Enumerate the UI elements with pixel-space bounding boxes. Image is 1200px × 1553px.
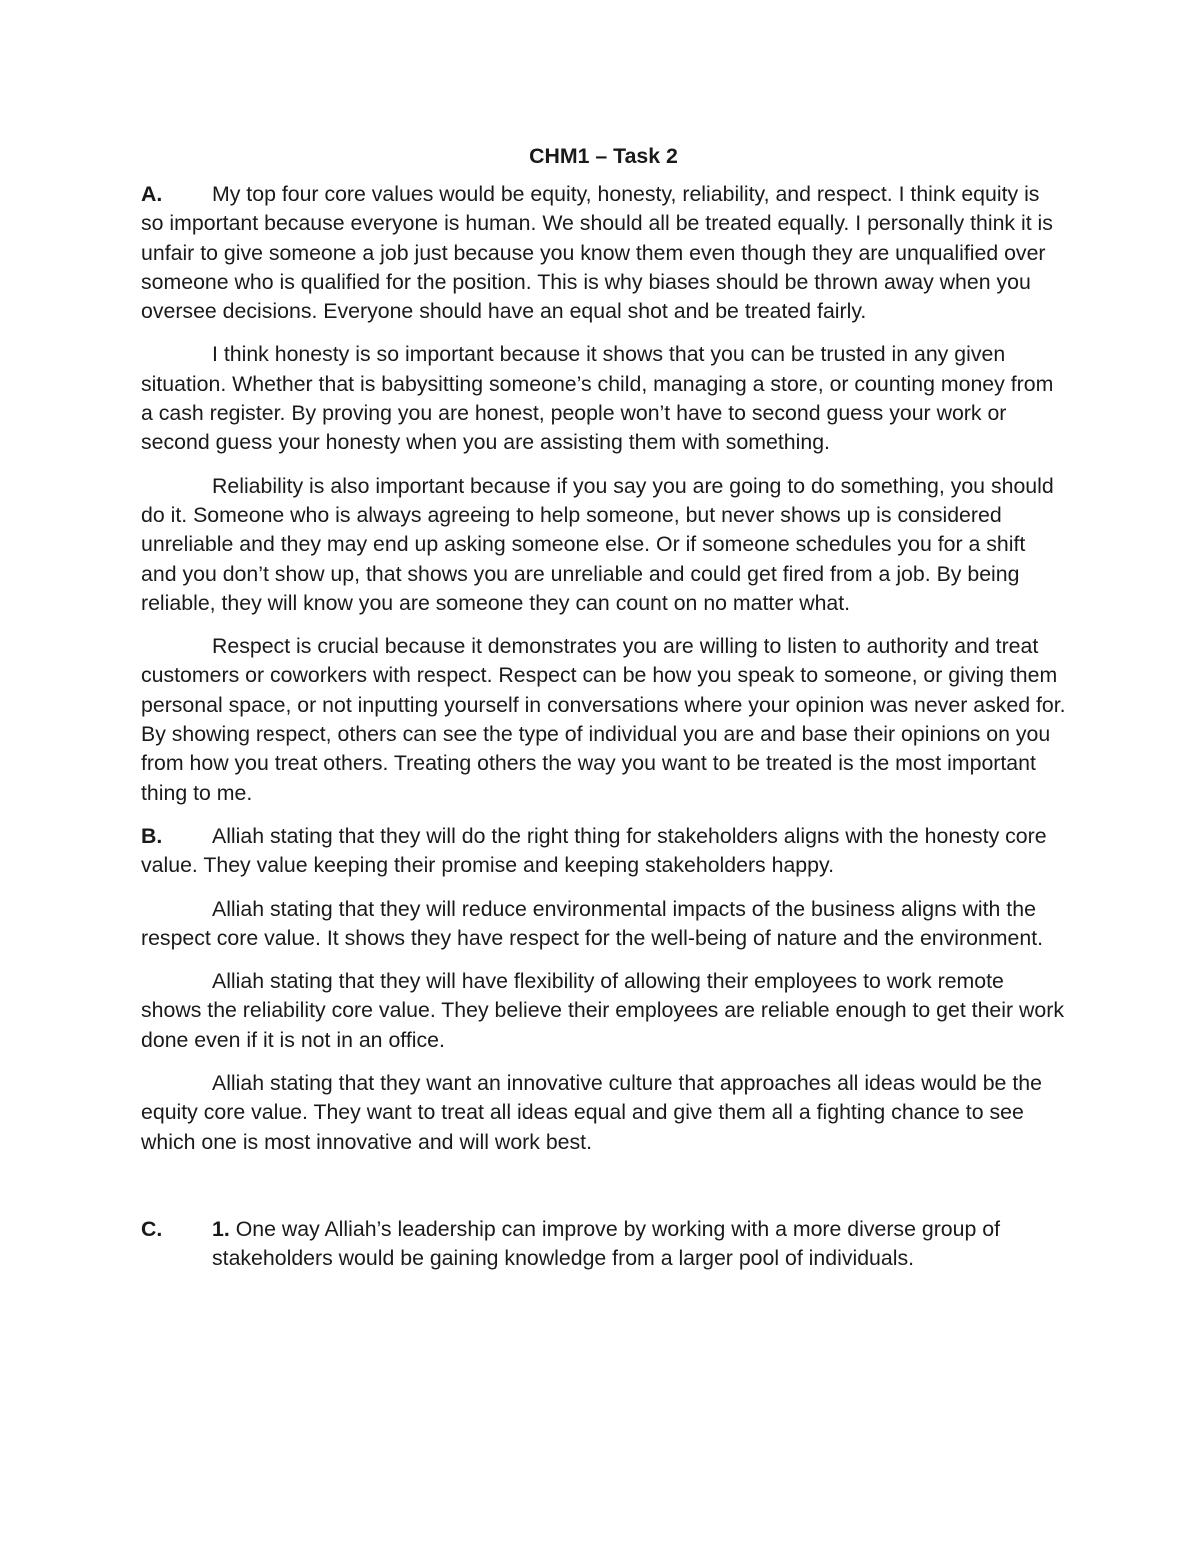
- section-b-paragraph-4: Alliah stating that they want an innovative culture that approaches all ideas would be the equity core value. They want to treat all ideas equal and give them all a fighting chance to see which one is most innovative and will work best.: [141, 1071, 1042, 1154]
- section-c-marker: C.: [141, 1216, 163, 1241]
- document-title: CHM1 – Task 2: [529, 144, 678, 168]
- section-b-paragraph-2: Alliah stating that they will reduce environmental impacts of the business aligns with the respect core value. It shows they have respect for the well-being of nature and the environment.: [141, 896, 1044, 950]
- section-spacer: [141, 1171, 1066, 1215]
- item-text: One way Alliah’s leadership can improve by working with a more diverse group of stakeholders would be gaining knowledge from a larger pool of individuals.: [212, 1216, 1000, 1271]
- paragraph-text: My top four core values would be equity, honesty, reliability, and respect. I think equity is so important because everyone is human. We should all be treated equally. I personally think it is unfair to give someone a job just because you know them even though they are unqualified over someone who is qualified for the position. This is why biases should be thrown away when you oversee decisions. Everyone should have an equal shot and be treated fairly.: [141, 182, 1053, 324]
- section-a-paragraph-3: Reliability is also important because if you say you are going to do something, you should do it. Someone who is always agreeing to help someone, but never shows up is considered unreliable and they may end up asking someone else. Or if someone schedules you for a shift and you don’t show up, that shows you are unreliable and could get fired from a job. By being reliable, they will know you are someone they can count on no matter what.: [141, 473, 1054, 615]
- section-c-item-1: [141, 1215, 1066, 1274]
- paragraph-text: Alliah stating that they will do the right thing for stakeholders aligns with the honesty core value. They value keeping their promise and keeping stakeholders happy.: [141, 823, 1047, 878]
- item-number: 1.: [212, 1216, 230, 1241]
- section-c-item-body: [212, 1215, 1066, 1274]
- section-a-paragraph-2: I think honesty is so important because it shows that you can be trusted in any given situation. Whether that is babysitting someone’s child, managing a store, or counting money from a cash register. By proving you are honest, people won’t have to second guess your work or second guess your honesty when you are assisting them with something.: [141, 342, 1054, 455]
- section-b-paragraph-3: Alliah stating that they will have flexibility of allowing their employees to work remote shows the reliability core value. They believe their employees are reliable enough to get their work done even if it is not in an office.: [141, 969, 1064, 1052]
- section-a-marker: A.: [141, 182, 163, 206]
- document-body: [141, 139, 1066, 1288]
- section-b-paragraph-1: [141, 822, 1066, 881]
- section-b-marker: B.: [141, 823, 163, 848]
- section-a-paragraph-1: [141, 180, 1066, 326]
- section-a-paragraph-4: Respect is crucial because it demonstrates you are willing to listen to authority and treat customers or coworkers with respect. Respect can be how you speak to someone, or giving them personal space, or not inputting yourself in conversations where your opinion was never asked for. By showing respect, others can see the type of individual you are and base their opinions on you from how you treat others. Treating others the way you want to be treated is the most important thing to me.: [141, 634, 1066, 805]
